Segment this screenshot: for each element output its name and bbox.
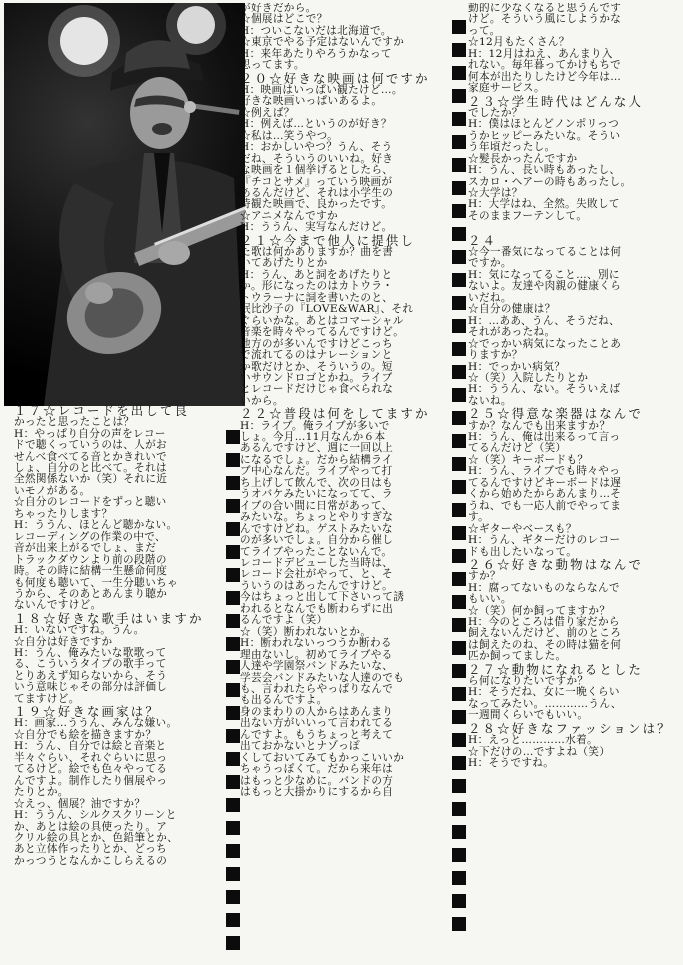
text-line: レコード会社がやって、と、そ [240, 568, 393, 581]
text-line: かっつうとなんかこしらえるの [14, 854, 168, 867]
text-line: ないんですけど。 [14, 599, 102, 612]
text-line: ☆私は…笑うやつ。 [240, 129, 339, 142]
strip-block [452, 526, 466, 540]
question-heading: ２１☆今まで他人に提供し [240, 232, 416, 248]
strip-block [226, 568, 240, 582]
text-line: H：うん、ギターだけのレコー [468, 534, 621, 547]
text-line: 家庭サービス。 [468, 82, 545, 95]
text-line: H：来年あたりやろうかなって [240, 47, 392, 60]
strip-block [452, 411, 466, 425]
text-line: トウラーナに詞を書いたのと、 [240, 291, 394, 304]
strip-block [452, 112, 466, 126]
text-line: H：画家…ううん、みんな嫌い。 [14, 717, 178, 730]
text-line: すか？ [468, 570, 501, 583]
text-line: 泯比沙子の『LOVE&WAR』、それ [240, 303, 414, 316]
text-line: 音楽を時々やってるんですけど。 [240, 326, 405, 339]
text-line: それがあったね。 [468, 326, 556, 339]
strip-block [452, 365, 466, 379]
film-strip-left [226, 430, 240, 960]
strip-block [452, 342, 466, 356]
strip-block [452, 618, 466, 632]
strip-block [452, 227, 466, 241]
strip-block [226, 821, 240, 835]
strip-block [452, 733, 466, 747]
text-line: 地方のが多いんですけどこっち [240, 337, 393, 350]
text-line: H：ううん、ない。そういえば [468, 383, 621, 396]
text-line: H：大学はね、全然。失敗して [468, 198, 620, 211]
text-line: H：僕はほとんどノンポリっつ [468, 118, 620, 131]
text-line: ぐらいかな。あとはコマーシャル [240, 314, 404, 327]
text-line: H：でっかい病気？ [468, 360, 566, 373]
text-line: H：いないですね。うん。 [14, 624, 145, 637]
text-line: しょ、自分のと比べて。それは [14, 462, 167, 475]
text-line: はもっと少なめに。バンドの方 [240, 774, 394, 787]
text-line: す。 [468, 511, 490, 524]
text-line: でしたか？ [468, 106, 523, 119]
text-line: ちゃったりします？ [14, 507, 113, 520]
text-line: う年頃だったし。 [468, 141, 556, 154]
strip-block [226, 936, 240, 950]
strip-block [226, 683, 240, 697]
text-line: ☆髪長かったんですか [468, 152, 578, 165]
strip-block [452, 894, 466, 908]
text-line: 好きな映画いっぱいあるよ。 [240, 95, 383, 108]
strip-block [452, 664, 466, 678]
text-line: イブの合い間に日常があって、 [240, 499, 393, 512]
text-line: H：うん、俺みたいな歌歌って [14, 647, 167, 660]
film-strip-right [452, 20, 466, 950]
text-line: H：そうだね、女に一晩くらい [468, 686, 620, 699]
text-line: H：映画はいっぱい観たけど…。 [240, 83, 403, 96]
text-line: みたいな。ちょっとやりすぎな [240, 511, 394, 524]
text-line: しょ。今月…11月なんか６本 [240, 431, 386, 444]
text-line: 思ってます。 [240, 59, 305, 72]
strip-block [226, 430, 240, 444]
text-line: うね、でも一応人前でやってま [468, 499, 622, 512]
text-line: ☆個展はどこで？ [240, 13, 328, 26]
text-line: H：うん、長い時もあったし、 [468, 164, 621, 177]
text-line: か、あとは絵の具使ったり。ア [14, 820, 168, 833]
article-column-1 [14, 404, 224, 964]
text-line: 全然関係ないか（笑）それに近 [14, 473, 168, 486]
text-line: H：やっぱり自分の声をレコー [14, 427, 166, 440]
text-line: も、言われたらやっぱりなんで [240, 682, 394, 695]
text-line: うかヒッピーみたいな。そうい [468, 129, 621, 142]
strip-block [452, 158, 466, 172]
text-line: H：うん、あと詞をあげたりと [240, 268, 393, 281]
text-line: 飼えないんだけど、前のところ [468, 627, 622, 640]
strip-block [226, 867, 240, 881]
text-line: は飼えたのね、その時は猫を何 [468, 638, 622, 651]
text-line: んですけどね。ゲストみたいな [240, 522, 393, 535]
text-line: ないよ。友達や肉親の健康くら [468, 280, 622, 293]
text-line: ☆でっかい病気になったことあ [468, 337, 622, 350]
text-line: ☆下だけの…ですよね（笑） [468, 745, 611, 758]
text-line: たりとか。 [14, 786, 69, 799]
strip-block [452, 641, 466, 655]
text-line: ☆東京でやる予定はないんですか [240, 36, 405, 49]
text-line: ちゃうっぽくて。だから来年は [240, 763, 393, 776]
text-line: H：そうですね。 [468, 756, 555, 769]
text-line: 匹か飼ってました。 [468, 650, 567, 663]
strip-block [226, 890, 240, 904]
text-line: ☆ギターやベースも？ [468, 522, 577, 535]
text-line: 身のまわりの人からはあんまり [240, 705, 394, 718]
text-line: てライブやったことないんで。 [240, 545, 393, 558]
text-line: も何度も聴いて、一生分聴いちゃ [14, 576, 178, 589]
text-line: あるんだけど、それは小学生の [240, 187, 394, 199]
strip-block [452, 273, 466, 287]
strip-block [226, 453, 240, 467]
strip-block [226, 798, 240, 812]
text-line: H：今のところは借り家だから [468, 616, 620, 629]
text-line: H：例えば…というのが好き？ [240, 118, 392, 131]
question-heading: １９☆好きな画家は？ [14, 704, 160, 720]
text-line: も出るんですよ。 [240, 694, 328, 707]
text-line: とりあえず知らないから、そう [14, 669, 168, 682]
article-column-3 [468, 3, 680, 903]
strip-block [452, 595, 466, 609]
strip-block [452, 756, 466, 770]
text-line: ☆アニメなんですか [240, 209, 338, 222]
text-line: H：…ああ、うん、そうだね、 [468, 314, 621, 327]
text-line: ☆12月もたくさん？ [468, 36, 570, 49]
text-line: ☆（笑）入院したりとか [468, 372, 589, 384]
text-line: あるんですけど、週に一回以上 [240, 442, 394, 455]
text-line: のが多いでしょ。自分から催し [240, 534, 394, 547]
text-line: ドも出したいなって。 [468, 545, 578, 558]
strip-block [452, 848, 466, 862]
strip-block [226, 614, 240, 628]
text-line: H：うん、俺は出来るって言っ [468, 431, 621, 444]
strip-block [226, 752, 240, 766]
strip-block [452, 549, 466, 563]
text-line: H：ううん、ほとんど聴かない。 [14, 519, 178, 532]
text-line: クリル絵の具とか、色鉛筆とか、 [14, 832, 179, 845]
text-line: ブ中心なんだ。ライブやって打 [240, 465, 393, 478]
text-line: んですよ。制作したり個展やっ [14, 774, 168, 787]
text-line: くから始めたからあんまり…そ [468, 488, 622, 501]
text-line: すか？なんでも出来ますか？ [468, 419, 611, 432]
text-line: ういうのはあったんですけど。 [240, 579, 394, 592]
article-column-2 [240, 3, 452, 963]
text-line: あと立体作ったりとか、どっち [14, 843, 167, 856]
text-line: ☆今一番気になってることは何 [468, 246, 622, 259]
text-line [468, 222, 680, 233]
text-line: 出ない方がいいって言われてる [240, 717, 394, 730]
text-line: になるでしょ。だから結構ライ [240, 453, 393, 466]
strip-block [452, 480, 466, 494]
text-line: ら何になりたいですか？ [468, 675, 589, 688]
strip-block [452, 89, 466, 103]
strip-block [452, 296, 466, 310]
text-line: いモノがある。 [14, 484, 91, 497]
text-line: H：断われないっつうか断わる [240, 637, 392, 650]
text-line: トラックダウンより前の段階の [14, 553, 167, 566]
question-heading: ２６☆好きな動物はなんで [468, 557, 644, 572]
text-line: んですよ。もうちょっと考えて [240, 728, 394, 741]
strip-block [452, 250, 466, 264]
text-line: H：ライブ。俺ライブが多いで [240, 419, 390, 432]
text-line: か。形になったのはカトウラ・ [240, 280, 394, 293]
text-line: ☆大学は？ [468, 187, 523, 199]
text-line: って。 [468, 24, 501, 37]
text-line: うオバケみたいになってて、ラ [240, 488, 393, 501]
strip-block [226, 706, 240, 720]
text-line: けど。そういう風にしようかな [468, 13, 622, 26]
text-line: いから。 [240, 394, 284, 407]
concert-photo [4, 3, 245, 406]
text-line: かったと思ったことは？ [14, 416, 135, 429]
question-heading: ２０☆好きな映画は何ですか [240, 70, 430, 86]
text-line: 動的に少なくなると思うんです [468, 3, 622, 14]
question-heading: ２２☆普段は何をしてますか [240, 406, 430, 422]
text-line: ☆自分は好きですか [14, 635, 113, 648]
text-line: H：気になってること…、別に [468, 268, 620, 281]
text-line: H：うん、ライブでも時々やっ [468, 465, 621, 478]
strip-block [452, 434, 466, 448]
text-line: る、こういうタイプの歌手って [14, 658, 167, 671]
strip-block [226, 729, 240, 743]
text-line: てるんだけど（笑） [468, 442, 567, 455]
text-line: とレコードだけじゃ食べられな [240, 383, 394, 396]
guitarist-silhouette [4, 3, 245, 406]
text-line: 理由ないし。初めてライブやる [240, 648, 393, 661]
text-line: H：腐ってないものならなんで [468, 581, 620, 594]
text-line: てますけど。 [14, 692, 80, 705]
question-heading: ２８☆好きなファッションは？ [468, 720, 672, 736]
strip-block [452, 20, 466, 34]
strip-block [452, 871, 466, 885]
strip-block [452, 917, 466, 931]
strip-block [452, 710, 466, 724]
text-line: レコーディングの作業の中で、 [14, 530, 166, 543]
text-line: いてあげたりとか [240, 257, 328, 270]
text-line: ☆自分でも絵を描きますか？ [14, 728, 157, 741]
strip-block [452, 43, 466, 57]
text-line: そのままフーテンして。 [468, 209, 588, 222]
text-line: いう意味じゃその部分は評価し [14, 681, 168, 694]
text-line: 『チコとサメ』っていう映画が [240, 175, 393, 188]
text-line: りますか？ [468, 349, 523, 362]
strip-block [452, 66, 466, 80]
text-line: 今はちょっと出して下さいって誘 [240, 591, 405, 604]
text-line: われるとなんでも断わらずに出 [240, 602, 394, 615]
question-heading: ２３☆学生時代はどんな人 [468, 93, 644, 109]
text-line: 何本が出たりしたけど今年は… [468, 70, 622, 83]
question-heading: １８☆好きな歌手はいますか [14, 610, 204, 626]
text-line: 時。その時に結構一生懸命何度 [14, 565, 168, 578]
strip-block [452, 135, 466, 149]
text-line: ないね。 [468, 394, 512, 407]
strip-block [452, 572, 466, 586]
strip-block [226, 775, 240, 789]
text-line: レコードデビューした当時は、 [240, 557, 394, 569]
text-line: てるけど。絵でも色々やってる [14, 763, 168, 776]
text-line: H：えっと…………水着。 [468, 734, 598, 747]
text-line: くしておいてみてもかっこいいか [240, 751, 405, 764]
text-line: で流れてるのはナレーションと [240, 349, 393, 362]
question-heading: ２５☆得意な楽器はなんで [468, 406, 644, 422]
text-line: せんべ食べてる音とかきれいで [14, 450, 167, 463]
strip-block [452, 802, 466, 816]
strip-block [452, 181, 466, 195]
text-line: ☆（笑）キーボードも？ [468, 453, 589, 466]
text-line: るんですよ（笑） [240, 614, 328, 627]
text-line: H：12月はねえ、あんまり入 [468, 47, 613, 60]
strip-block [226, 637, 240, 651]
text-line: か歌だけとか、そういうの。短 [240, 360, 393, 373]
text-line: もいい。 [468, 593, 512, 606]
strip-block [452, 388, 466, 402]
strip-block [226, 591, 240, 605]
text-line: てるんですけどキーボードは遅 [468, 476, 622, 489]
strip-block [452, 457, 466, 471]
text-line: 人達や学園祭バンドみたいな、 [240, 660, 394, 673]
text-line: うから、そのあとあんまり聴か [14, 588, 168, 600]
strip-block [452, 687, 466, 701]
strip-block [452, 779, 466, 793]
text-line: ☆自分の健康は？ [468, 303, 556, 316]
strip-block [226, 476, 240, 490]
text-line: ☆例えば？ [240, 106, 295, 119]
text-line: H：おかしいやつ？うん、そう [240, 141, 393, 154]
text-line: が好きだから。 [240, 3, 317, 14]
text-line: H：ううん、シルクスクリーンと [14, 809, 177, 822]
strip-block [452, 825, 466, 839]
text-line: H：ううん、実写なんだけど。 [240, 221, 393, 234]
text-line: ☆えっ、個展？油ですか？ [14, 797, 146, 810]
text-line: な映画を１個挙げるとしたら、 [240, 164, 394, 177]
strip-block [226, 844, 240, 858]
text-line: 一週間くらいでもいい。 [468, 709, 589, 722]
strip-block [226, 913, 240, 927]
text-line: スカロ・ヘアーの時もあったし。 [468, 175, 632, 188]
strip-block [452, 503, 466, 517]
strip-block [226, 499, 240, 513]
text-line: H：ついこないだは北海道で。 [240, 24, 392, 37]
text-line: ドで聴くっていうのは、人がお [14, 439, 167, 452]
text-line: 出ておかないとナゾっぽ [240, 740, 360, 753]
strip-block [226, 522, 240, 536]
strip-block [226, 660, 240, 674]
text-line: 学芸会バンドみたいな人達のでも [240, 671, 405, 684]
text-line: ☆自分のレコードをずっと聴い [14, 496, 167, 509]
text-line: はもっと大掛かりにするから自 [240, 786, 394, 799]
text-line: なってみたい。…………うん、 [468, 697, 622, 710]
question-heading: ２７☆動物になれるとした [468, 661, 644, 677]
text-line: 音が出来上がるでしょ、まだ [14, 542, 157, 555]
text-line: ☆（笑）断われないとか。 [240, 625, 372, 638]
text-line: いサウンドロゴとかね。ライブ [240, 372, 393, 384]
text-line: れない。毎年暮ってかけもちで [468, 59, 622, 72]
question-heading: １７☆レコードを出して良 [14, 404, 190, 418]
text-line: ☆（笑）何か飼ってますか？ [468, 604, 611, 617]
strip-block [452, 319, 466, 333]
question-heading: ２４ [468, 232, 498, 248]
text-line: 半々ぐらい、それぐらいに思っ [14, 751, 168, 764]
text-line: H：うん、自分では絵と音楽と [14, 740, 167, 753]
strip-block [226, 545, 240, 559]
text-line: だね、そういうのいいね。好き [240, 152, 394, 165]
strip-block [452, 204, 466, 218]
text-line: た歌は何かありますか？曲を書 [240, 246, 394, 259]
text-line: ち上げして飲んで、次の日はも [240, 476, 393, 489]
text-line: いだね。 [468, 291, 512, 304]
text-line: 時観た映画で、良かったです。 [240, 198, 393, 211]
text-line: ですか。 [468, 257, 512, 270]
